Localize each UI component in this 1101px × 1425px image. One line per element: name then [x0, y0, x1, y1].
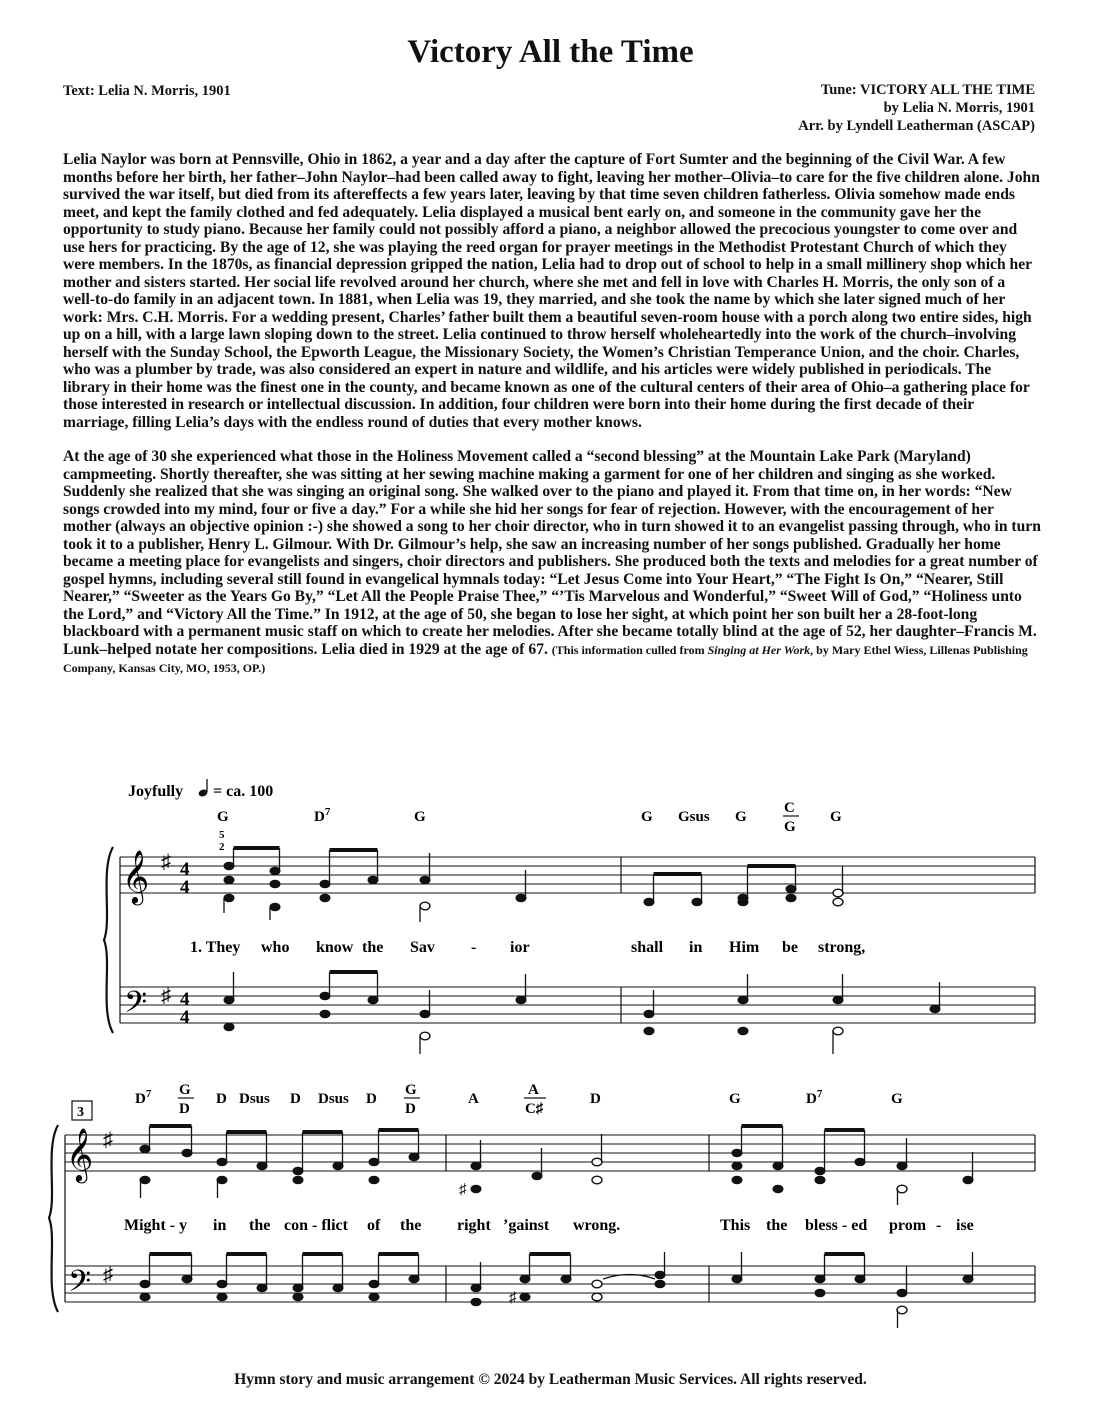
lyric: Him — [729, 939, 760, 956]
story-paragraph-1: Lelia Naylor was born at Pennsville, Ohio in 1862, a year and a day after the capture of Fort Sumter and the beginning of the Civil War. A few months before her birth, her father–John Naylor–had been called away to fight, leaving her mother–Olivia–to care for the five children alone. John survived the war itself, but died from its aftereffects a few years later, leaving by that time seven children fatherless. Olivia somehow made ends meet, and kept the family clothed and fed adequately. Lelia displayed a musical bent early on, and someone in the community gave her the opportunity to study piano. Because her family could not possibly afford a piano, a neighbor allowed the precocious youngster to come over and use hers for practicing. By the age of 12, she was playing the reed organ for prayer meetings in the Methodist Protestant Church of which they were members. In the 1870s, as financial depression gripped the nation, Lelia had to drop out of school to help in a small millinery shop which her mother and sisters started. Her social life revolved around her church, where she met and fell in love with Charles H. Morris, the only son of a well-to-do family in an adjacent town. In 1881, when Lelia was 19, they married, and she took the name by which she later signed much of her work: Mrs. C.H. Morris. For a wedding present, Charles’ father built them a beautiful seven-room house with a porch along two entire sides, high up on a hill, with a large lawn sloping down to the street. Lelia continued to throw herself wholeheartedly into the work of the church–involving herself with the Sunday School, the Epworth League, the Missionary Society, the Women’s Christian Temperance Union, and the choir. Charles, who was a plumber by trade, was also considered an expert in nature and wildlife, and his articles were widely published in periodicals. The library in their home was the finest one in the county, and became known as one of the cultural centers of their area of Ohio–a gathering place for those interested in research or intellectual discussion. In addition, four children were born into their home during the first decade of their marriage, filling Lelia’s days with the endless round of duties that every mother knows. — [63, 151, 1040, 431]
lyric: Might - y — [124, 1217, 188, 1234]
system1-lyrics — [190, 939, 865, 956]
measure-number: 3 — [77, 1105, 84, 1120]
copyright-footer: Hymn story and music arrangement © 2024 by Leatherman Music Services. All rights reserved. — [234, 1371, 867, 1388]
svg-text:G: G — [405, 1082, 417, 1098]
svg-text:D: D — [405, 1101, 416, 1117]
chord-symbol: G — [735, 809, 747, 825]
bass-clef-icon: 𝄢 — [68, 1265, 92, 1305]
sheet-music — [0, 770, 1101, 1330]
system2-chords — [135, 1082, 903, 1117]
key-signature-sharp: ♯ — [103, 1129, 113, 1151]
svg-text:G: G — [179, 1082, 191, 1098]
chord-symbol: D — [290, 1091, 301, 1107]
lyric: wrong. — [573, 1217, 621, 1234]
bass-staff-1 — [120, 987, 1035, 1023]
lyric: shall — [631, 939, 664, 956]
tune-name: Tune: VICTORY ALL THE TIME — [820, 82, 1035, 98]
bass-staff-2 — [65, 1266, 1035, 1302]
treble-clef-icon: 𝄞 — [122, 851, 150, 902]
story-paragraph-2-text: At the age of 30 she experienced what those in the Holiness Movement called a “second blessing” at the Mountain Lake Park (Maryland) campmeeting. Shortly thereafter, she was sitting at her sewing machine making a garment for one of her children and singing as she worked. Suddenly she realized that she was singing an original song. She walked over to the piano and played it. From that time on, in her words: “New songs crowded into my mind, four or five a day.” For a while she hid her songs for fear of rejection. However, with the encouragement of her mother (always an objective opinion :-) she showed a song to her choir director, who in turn showed it to an evangelist passing through, who in turn took it to a publisher, Henry L. Gilmour. With Dr. Gilmour’s help, she saw an increasing number of her songs published. Gradually her home became a meeting place for evangelists and singers, choir directors and publishers. She produced both the texts and melodies for a great number of gospel hymns, including several still found in evangelical hymnals today: “Let Jesus Come into Your Heart,” “The Fight Is On,” “Nearer, Still Nearer,” “Sweeter as the Years Go By,” “Let All the People Praise Thee,” “’Tis Marvelous and Wonderful,” “Sweet Will of God,” “Holiness unto the Lord,” and “Victory All the Time.” In 1912, at the age of 50, she began to lose her sight, at which point her son built her a 28-foot-long blackboard with a permanent music staff on which to create her melodies. After she became totally blind at the age of 52, her daughter–Francis M. Lunk–helped notate her compositions. Lelia died in 1929 at the age of 67. — [63, 448, 1041, 658]
hymn-story — [63, 151, 1041, 695]
chord-symbol: Dsus — [239, 1091, 270, 1107]
chord-symbol: Gsus — [678, 809, 710, 825]
barlines-1 — [120, 857, 1035, 1023]
tune-credit — [798, 81, 1035, 135]
time-signature — [180, 859, 190, 1028]
chord-slash — [783, 800, 799, 835]
treble-staff-1 — [120, 857, 1035, 893]
key-signature-sharp: ♯ — [103, 1264, 113, 1286]
chord-slash — [178, 1082, 194, 1117]
chord-symbol: G — [830, 809, 842, 825]
svg-text:4: 4 — [180, 989, 190, 1010]
fingering: 2 — [219, 841, 225, 853]
chord-symbol: G — [891, 1091, 903, 1107]
tune-composer: by Lelia N. Morris, 1901 — [883, 100, 1035, 116]
chord-symbol: $D^7$ — [314, 806, 331, 825]
svg-text:♯: ♯ — [509, 1290, 517, 1306]
svg-text:C: C — [784, 800, 795, 816]
lyric: Sav — [410, 939, 435, 956]
lyric: the — [249, 1217, 271, 1234]
chord-symbol: $D^7$ — [806, 1088, 823, 1107]
lyric: - — [471, 939, 477, 956]
lyric: in — [213, 1217, 227, 1234]
svg-text:4: 4 — [180, 877, 190, 898]
lyric: the — [400, 1217, 422, 1234]
bass-notes-1 — [224, 970, 940, 1054]
lyric: ’gainst — [503, 1217, 550, 1234]
lyric: - — [936, 1217, 942, 1234]
bass-clef-icon: 𝄢 — [124, 986, 148, 1026]
chord-symbol: $D^7$ — [135, 1088, 152, 1107]
bass-notes-2 — [140, 1252, 973, 1328]
chord-slash — [404, 1082, 420, 1117]
quarter-note-icon — [198, 779, 209, 798]
hymn-title: Victory All the Time — [407, 34, 694, 70]
fingering: 5 — [219, 829, 225, 841]
tempo-value: = ca. 100 — [213, 783, 274, 800]
lyric: prom — [889, 1217, 927, 1234]
svg-text:D: D — [179, 1101, 190, 1117]
svg-text:4: 4 — [180, 1007, 190, 1028]
treble-notes-2 — [140, 1124, 973, 1205]
lyric: bless - ed — [805, 1217, 868, 1234]
chord-symbol: G — [217, 809, 229, 825]
lyric: be — [782, 939, 798, 956]
tempo-word: Joyfully — [128, 783, 184, 800]
lyric: in — [689, 939, 703, 956]
lyric: 1. They — [190, 939, 241, 956]
story-paragraph-2 — [63, 448, 1041, 678]
lyric: ior — [510, 939, 530, 956]
lyric: know — [316, 939, 354, 956]
chord-symbol: G — [729, 1091, 741, 1107]
lyric: strong, — [818, 939, 866, 956]
system1-chords — [217, 800, 842, 835]
lyric: con - flict — [284, 1217, 348, 1234]
svg-text:♯: ♯ — [459, 1182, 467, 1198]
chord-symbol: G — [414, 809, 426, 825]
brace-icon — [49, 1125, 58, 1312]
chord-symbol: A — [468, 1091, 479, 1107]
story-source: (This information culled from Singing at Her Work, by Mary Ethel Wiess, Lillenas Publishing Company, Kansas City, MO, 1953, OP.) — [63, 642, 1028, 675]
chord-symbol: Dsus — [318, 1091, 349, 1107]
svg-text:G: G — [784, 819, 796, 835]
chord-symbol: D — [216, 1091, 227, 1107]
svg-text:4: 4 — [180, 859, 190, 880]
chord-symbol: G — [641, 809, 653, 825]
key-signature-sharp: ♯ — [161, 851, 171, 873]
svg-text:C♯: C♯ — [525, 1101, 544, 1117]
lyric: This — [720, 1217, 751, 1234]
lyric: the — [766, 1217, 788, 1234]
lyric: of — [367, 1217, 381, 1234]
text-credit: Text: Lelia N. Morris, 1901 — [63, 83, 231, 99]
arranger: Arr. by Lyndell Leatherman (ASCAP) — [798, 118, 1035, 134]
system2-lyrics — [124, 1217, 974, 1234]
brace-icon — [104, 847, 113, 1033]
svg-text:A: A — [528, 1082, 539, 1098]
lyric: the — [362, 939, 384, 956]
treble-clef-icon: 𝄞 — [66, 1129, 94, 1180]
key-signature-sharp: ♯ — [161, 985, 171, 1007]
treble-staff-2 — [65, 1135, 1035, 1171]
lyric: right — [457, 1217, 491, 1234]
chord-symbol: D — [366, 1091, 377, 1107]
lyric: who — [261, 939, 290, 956]
chord-symbol: D — [590, 1091, 601, 1107]
lyric: ise — [956, 1217, 974, 1234]
chord-slash — [524, 1082, 546, 1117]
